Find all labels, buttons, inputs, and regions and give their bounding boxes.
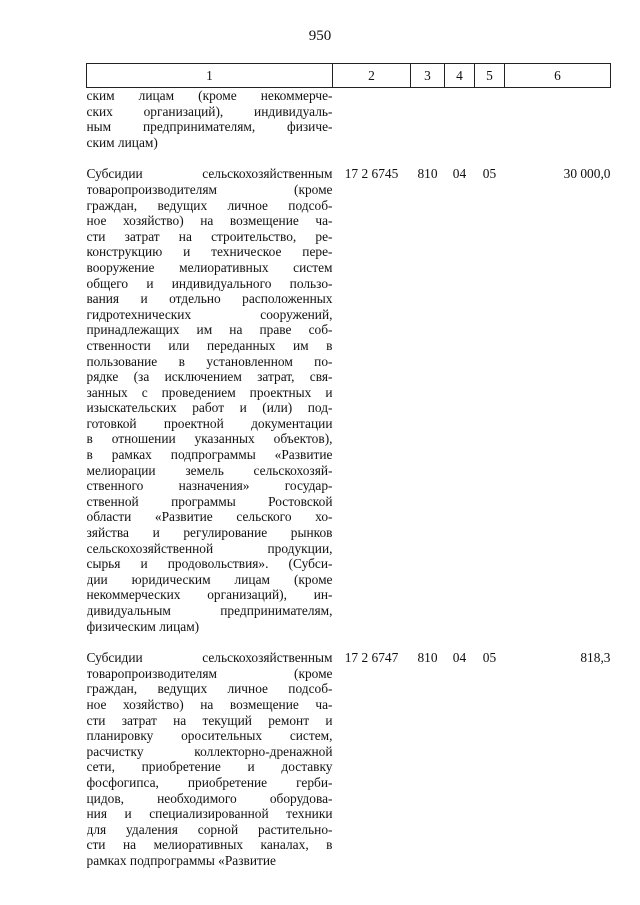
page-number: 950: [308, 28, 332, 44]
description-line: дии юридическим лицам (кроме: [86, 571, 333, 587]
description-line: ственного назначения» государ-: [86, 478, 333, 494]
description-line: принадлежащих им на праве соб-: [86, 322, 333, 338]
description-line: рядке (за исключением затрат, свя-: [86, 369, 333, 385]
description-line: ским лицам (кроме некоммерче-: [86, 88, 333, 103]
description-line: товаропроизводителям (кроме: [86, 181, 333, 197]
description-line: вания и отдельно расположенных: [86, 291, 333, 307]
column-header-3: 3: [411, 64, 445, 88]
description-line: планировку оросительных систем,: [86, 728, 333, 744]
row-col4: [445, 88, 475, 151]
description-line: мелиорации земель сельскохозяй-: [86, 462, 333, 478]
table-row: [87, 166, 611, 634]
row-description: [87, 650, 333, 868]
table-row: [87, 650, 611, 868]
description-line: некоммерческих организаций), ин-: [86, 587, 333, 603]
description-line: для удаления сорной растительно-: [86, 821, 333, 837]
description-line: сырья и продовольствия». (Субси-: [86, 556, 333, 572]
row-col5: [475, 88, 505, 151]
description-line: товаропроизводителям (кроме: [86, 665, 333, 681]
description-line: фосфогипса, приобретение герби-: [86, 774, 333, 790]
description-line: физическим лицам): [86, 618, 200, 634]
table-row: [87, 88, 611, 151]
row-col4: 04: [452, 650, 467, 666]
description-line: занных с проведением проектных и: [86, 384, 333, 400]
description-line: общего и индивидуального пользо-: [86, 275, 333, 291]
description-line: в отношении указанных объектов),: [86, 431, 333, 447]
description-line: ственной программы Ростовской: [86, 493, 333, 509]
row-description: [87, 88, 333, 151]
row-amount: 818,3: [580, 650, 611, 666]
column-header-1: 1: [87, 64, 333, 88]
description-line: рамках подпрограммы «Развитие: [86, 852, 276, 868]
description-line: ния и специализированной техники: [86, 806, 333, 822]
description-line: сети, приобретение и доставку: [86, 759, 333, 775]
description-line: ским лицам): [86, 134, 158, 150]
description-line: граждан, ведущих личное подсоб-: [86, 197, 333, 213]
table-body: [87, 88, 611, 869]
column-header-4: 4: [445, 64, 475, 88]
row-col5: 05: [482, 650, 497, 666]
description-line: Субсидии сельскохозяйственным: [86, 166, 333, 182]
description-line: сти на мелиоративных каналах, в: [86, 837, 333, 853]
description-line: сти затрат на строительство, ре-: [86, 228, 333, 244]
row-code: 17 2 6745: [344, 166, 399, 182]
row-amount: 30 000,0: [563, 166, 611, 182]
row-code: 17 2 6747: [344, 650, 399, 666]
description-line: дивидуальным предпринимателям,: [86, 603, 333, 618]
description-line: готовкой проектной документации: [86, 415, 333, 431]
description-line: расчистку коллекторно-дренажной: [86, 743, 333, 759]
column-header-6: 6: [505, 64, 611, 88]
budget-table: [86, 63, 611, 869]
description-line: области «Развитие сельского хо-: [86, 509, 333, 525]
column-header-2: 2: [333, 64, 411, 88]
row-col3: 810: [417, 166, 438, 182]
row-spacer-cell: [87, 634, 611, 650]
description-line: сти затрат на текущий ремонт и: [86, 712, 333, 728]
row-col5: 05: [482, 166, 497, 182]
description-line: ное хозяйство) на возмещение ча-: [86, 696, 333, 712]
description-line: в рамках подпрограммы «Развитие: [86, 447, 333, 463]
column-header-5: 5: [475, 64, 505, 88]
description-line: вооружение мелиоративных систем: [86, 259, 333, 275]
row-spacer: [87, 150, 611, 166]
description-line: ное хозяйство) на возмещение ча-: [86, 213, 333, 229]
row-amount: [505, 88, 611, 151]
table-header-row: [87, 64, 611, 88]
description-line: изыскательских работ и (или) под-: [86, 400, 333, 416]
row-code: [333, 88, 411, 151]
row-description: [87, 166, 333, 634]
row-col3: 810: [417, 650, 438, 666]
description-line: цидов, необходимого оборудова-: [86, 790, 333, 806]
description-line: зяйства и регулирование рынков: [86, 525, 333, 541]
description-line: ственности или переданных им в: [86, 337, 333, 353]
row-col4: 04: [452, 166, 467, 182]
description-line: пользование в установленном по-: [86, 353, 333, 369]
description-line: ских организаций), индивидуаль-: [86, 103, 333, 119]
row-spacer: [87, 634, 611, 650]
row-spacer-cell: [87, 150, 611, 166]
description-line: гидротехнических сооружений,: [86, 306, 333, 322]
description-line: граждан, ведущих личное подсоб-: [86, 681, 333, 697]
description-line: конструкцию и техническое пере-: [86, 244, 333, 260]
description-line: сельскохозяйственной продукции,: [86, 540, 333, 556]
row-col3: [411, 88, 445, 151]
description-line: ным предпринимателям, физиче-: [86, 119, 333, 135]
description-line: Субсидии сельскохозяйственным: [86, 650, 333, 666]
